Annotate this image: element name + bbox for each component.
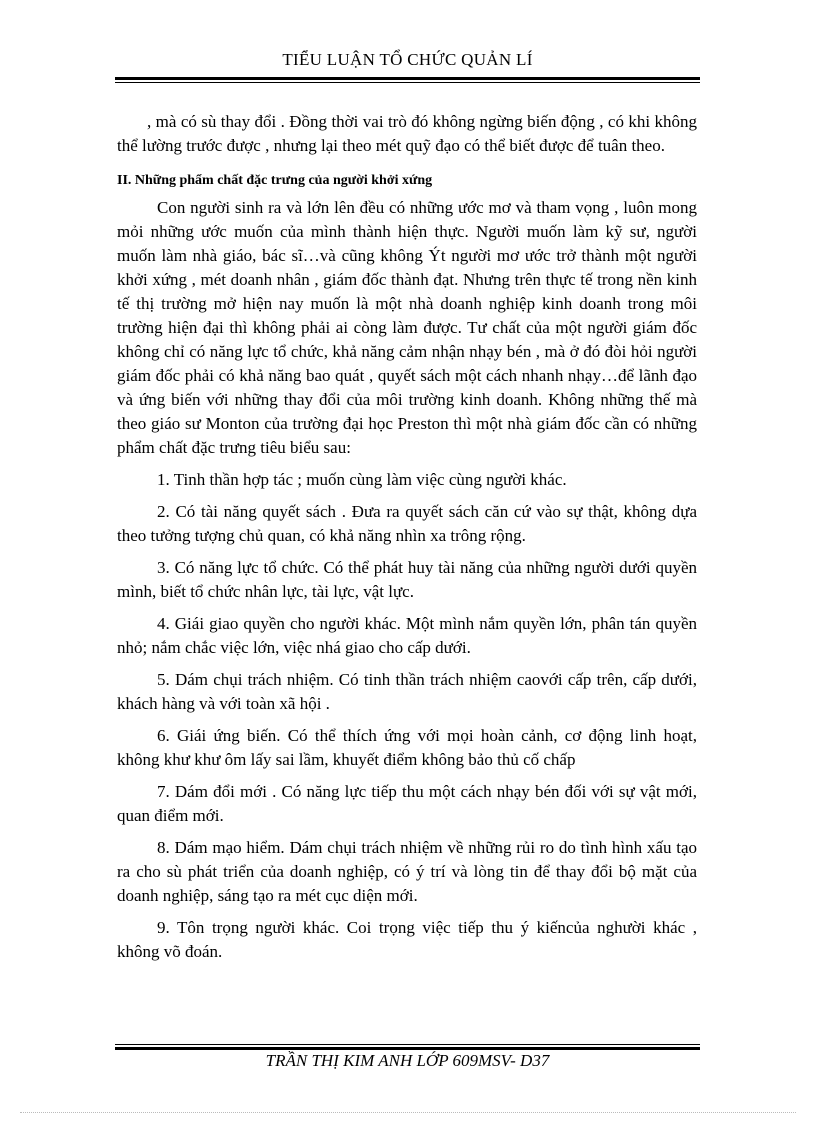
- list-item-9: 9. Tôn trọng người khác. Coi trọng việc tiếp thu ý kiếncủa nghười khác , không võ đoán.: [117, 918, 697, 961]
- list-item-1: 1. Tinh thần hợp tác ; muốn cùng làm việc cùng người khác.: [157, 470, 567, 489]
- page-bottom-edge: [20, 1112, 796, 1113]
- header-divider-thin: [115, 82, 700, 83]
- list-item-2: 2. Có tài năng quyết sách . Đưa ra quyết sách căn cứ vào sự thật, không dựa theo tưởng tượng chủ quan, có khả năng nhìn xa trông rộng.: [117, 502, 697, 545]
- header-divider-thick: [115, 77, 700, 80]
- footer-divider-thin: [115, 1044, 700, 1045]
- page-header-title: TIỂU LUẬN TỔ CHỨC QUẢN LÍ: [282, 50, 533, 69]
- section-paragraph: Con người sinh ra và lớn lên đều có những ước mơ và tham vọng , luôn mong mỏi những ước muốn của mình thành hiện thực. Người muốn làm kỹ sư, người muốn làm nhà giáo, bác sĩ…và cũng không Ýt người mơ ước trở thành một người khởi xứng , mét doanh nhân , giám đốc thành đạt. Nhưng trên thực tế trong nền kinh tế thị trường mở hiện nay muốn là một nhà doanh nghiệp kinh doanh trong môi trường hiện đại thì không phải ai còng làm được. Tư chất của một người giám đốc không chỉ có năng lực tổ chức, khả năng cảm nhận nhạy bén , mà ở đó đòi hỏi người giám đốc phải có khả năng bao quát , quyết sách một cách nhanh nhạy…để lãnh đạo và ứng biến với những thay đổi của môi trường kinh doanh. Không những thế mà theo giáo sư Monton của trường đại học Preston thì một nhà giám đốc cần có những phẩm chất đặc trưng tiêu biểu sau:: [117, 198, 697, 457]
- list-item-6: 6. Giái ứng biến. Có thể thích ứng với mọi hoàn cảnh, cơ động linh hoạt, không khư khư ôm lấy sai lầm, khuyết điểm không bảo thủ cố chấp: [117, 726, 697, 769]
- page-footer-author: TRẦN THỊ KIM ANH LỚP 609MSV- D37: [265, 1051, 550, 1070]
- list-item-7: 7. Dám đổi mới . Có năng lực tiếp thu một cách nhạy bén đối với sự vật mới, quan điểm mới.: [117, 782, 697, 825]
- list-item-8: 8. Dám mạo hiểm. Dám chụi trách nhiệm về những rủi ro do tình hình xấu tạo ra cho sù phát triển của doanh nghiệp, có ý trí và lòng tin để thay đổi bộ mặt của doanh nghiệp, sáng tạo ra mét cục diện mới.: [117, 838, 697, 905]
- list-item-4: 4. Giái giao quyền cho người khác. Một mình nắm quyền lớn, phân tán quyền nhỏ; nắm chắc việc lớn, việc nhá giao cho cấp dưới.: [117, 614, 697, 657]
- list-item-5: 5. Dám chụi trách nhiệm. Có tinh thần trách nhiệm caovới cấp trên, cấp dưới, khách hàng và với toàn xã hội .: [117, 670, 697, 713]
- footer-divider-thick: [115, 1047, 700, 1050]
- section-heading: II. Những phẩm chất đặc trưng của người khởi xứng: [117, 173, 433, 188]
- document-body: [117, 110, 697, 972]
- list-item-3: 3. Có năng lực tổ chức. Có thể phát huy tài năng của những người dưới quyền mình, biết tổ chức nhân lực, tài lực, vật lực.: [117, 558, 697, 601]
- intro-paragraph: , mà có sù thay đổi . Đồng thời vai trò đó không ngừng biến động , có khi không thể lường trước được , nhưng lại theo mét quỹ đạo có thể biết được để tuân theo.: [117, 112, 697, 155]
